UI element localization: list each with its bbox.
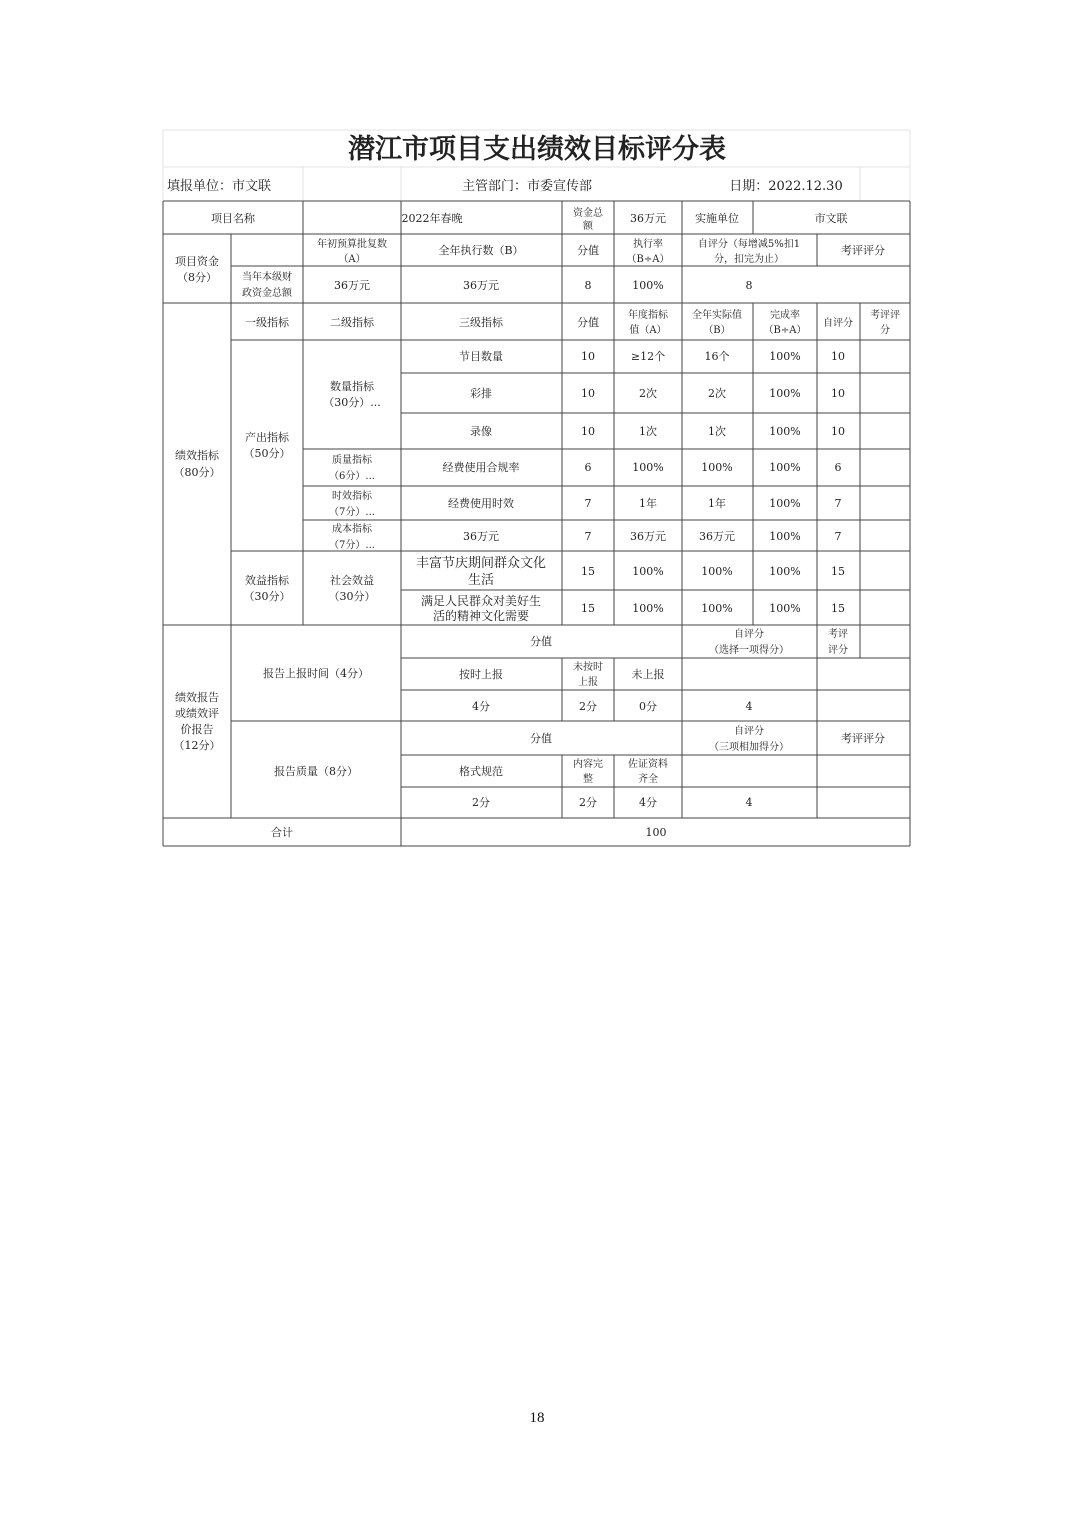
report-evidence-2: 齐全 [638, 774, 658, 785]
dept-label: 主管部门：市委宣传部 [461, 179, 593, 194]
quality-label-2: （6分）... [329, 471, 375, 482]
funds-self-header: 自评分（每增减5%扣1 [697, 239, 801, 250]
exec-header: 全年执行数（B） [438, 244, 524, 257]
total-funds: 36万元 [630, 212, 666, 225]
fiscal-label-2: 政资金总额 [242, 288, 292, 299]
perf-level2-header: 二级指标 [330, 316, 374, 329]
report-time-label: 报告上报时间（4分） [263, 667, 369, 680]
benefit-label-2: （30分） [243, 590, 291, 603]
perf-row-done: 100% [769, 461, 801, 474]
rate-header: 执行率 [633, 239, 663, 250]
perf-row-2 [470, 424, 845, 438]
perf-row-target: ≥12个 [630, 350, 666, 363]
page-number: 18 [529, 1410, 545, 1426]
perf-target-header-2: 值（A） [629, 325, 667, 336]
social-label-2: （30分） [328, 590, 376, 603]
report-ontime-score: 4分 [472, 700, 490, 713]
exec-value: 36万元 [463, 279, 499, 292]
qty-label-2: （30分）... [323, 396, 381, 409]
perf-row-done: 100% [769, 602, 801, 615]
perf-row-done: 100% [769, 565, 801, 578]
perf-row-target: 100% [632, 602, 664, 615]
perf-row-name: 36万元 [463, 530, 499, 543]
perf-row-actual: 36万元 [699, 530, 735, 543]
report-none-score: 0分 [639, 700, 657, 713]
perf-row-name: 满足人民群众对美好生 [420, 594, 542, 608]
perf-row-actual: 100% [701, 602, 733, 615]
rate-value: 100% [632, 279, 664, 292]
funds-label-2: （8分） [177, 271, 217, 284]
perf-row-target: 36万元 [630, 530, 666, 543]
perf-row-0 [459, 349, 845, 363]
report-ontime: 按时上报 [459, 668, 503, 681]
perf-row-4 [448, 496, 842, 510]
report-content: 内容完 [573, 759, 603, 770]
perf-row-target: 1年 [639, 497, 657, 510]
perf-row-self: 15 [831, 602, 845, 615]
social-label: 社会效益 [330, 574, 374, 587]
rate-header-2: （B÷A） [626, 254, 670, 265]
perf-row-score: 10 [581, 387, 595, 400]
perf-row-actual: 100% [701, 461, 733, 474]
report-time-self-label: 自评分 [734, 629, 764, 640]
budget-header-2: （A） [338, 254, 366, 265]
funds-self-header-2: 分，扣完为止） [714, 254, 784, 265]
funds-score: 8 [584, 279, 592, 292]
perf-row-self: 6 [834, 461, 842, 474]
time-label-2: （7分）... [329, 507, 375, 518]
report-time-review-label-2: 评分 [828, 645, 848, 656]
perf-row-name: 经费使用合规率 [442, 461, 520, 474]
perf-row-actual: 1年 [708, 497, 726, 510]
report-format: 格式规范 [459, 765, 503, 778]
date-label: 日期：2022.12.30 [729, 179, 843, 194]
impl-unit: 市文联 [814, 212, 848, 225]
perf-row-target: 2次 [639, 387, 657, 400]
fill-unit-label: 填报单位：市文联 [167, 179, 272, 194]
page-title: 潜江市项目支出绩效目标评分表 [348, 134, 726, 165]
perf-row-7 [421, 593, 845, 623]
report-label-3: 价报告 [180, 723, 214, 736]
perf-row-3 [443, 460, 842, 474]
perf-row-name: 录像 [470, 425, 492, 438]
report-evidence-score: 4分 [639, 796, 657, 809]
report-label: 绩效报告 [175, 691, 219, 704]
perf-done-header: 完成率 [770, 310, 800, 321]
perf-row-self: 7 [834, 497, 842, 510]
report-late-2: 上报 [578, 677, 598, 688]
budget-value: 36万元 [334, 279, 370, 292]
perf-row-name: 丰富节庆期间群众文化 [415, 556, 547, 571]
total-label: 合计 [271, 826, 293, 839]
report-quality-score-label: 分值 [530, 732, 552, 745]
output-label: 产出指标 [245, 431, 289, 444]
impl-unit-label: 实施单位 [695, 212, 739, 225]
report-time-self: 4 [745, 700, 753, 713]
perf-done-header-2: （B÷A） [763, 325, 807, 336]
report-time-review-label: 考评 [828, 629, 848, 640]
perf-row-score: 15 [581, 602, 595, 615]
perf-row-6 [416, 555, 845, 588]
report-late-score: 2分 [579, 700, 597, 713]
qty-label: 数量指标 [330, 380, 374, 393]
perf-row-done: 100% [769, 497, 801, 510]
perf-label-2: （80分） [173, 466, 221, 479]
perf-row-actual: 2次 [708, 387, 726, 400]
perf-review-header-2: 分 [880, 325, 890, 336]
quality-label: 质量指标 [332, 455, 372, 466]
perf-row-target: 1次 [639, 425, 657, 438]
perf-row-name: 节目数量 [459, 350, 503, 363]
report-late: 未按时 [573, 662, 603, 673]
funds-review-header: 考评评分 [841, 244, 885, 257]
perf-row-done: 100% [769, 387, 801, 400]
output-label-2: （50分） [243, 447, 291, 460]
perf-actual-header-2: （B） [703, 325, 731, 336]
benefit-label: 效益指标 [245, 574, 289, 587]
perf-score-header: 分值 [577, 316, 599, 329]
perf-self-header: 自评分 [823, 318, 853, 329]
perf-row-score: 6 [584, 461, 592, 474]
perf-row-actual: 1次 [708, 425, 726, 438]
budget-header: 年初预算批复数 [317, 239, 387, 250]
report-content-score: 2分 [579, 796, 597, 809]
perf-target-header: 年度指标 [628, 310, 668, 321]
report-quality-self-label-2: （三项相加得分） [709, 742, 789, 753]
perf-level1-header: 一级指标 [245, 316, 289, 329]
perf-row-score: 7 [584, 497, 592, 510]
total-funds-label: 资金总 [573, 208, 603, 219]
time-label: 时效指标 [332, 491, 372, 502]
perf-level3-header: 三级指标 [459, 316, 503, 329]
report-time-score-label: 分值 [530, 635, 552, 648]
perf-row-1 [470, 386, 845, 400]
perf-row-self: 10 [831, 425, 845, 438]
report-format-score: 2分 [472, 796, 490, 809]
perf-row-done: 100% [769, 425, 801, 438]
report-label-4: （12分） [173, 739, 221, 752]
report-quality-label: 报告质量（8分） [274, 765, 358, 778]
perf-row-target: 100% [632, 565, 664, 578]
perf-row-target: 100% [632, 461, 664, 474]
perf-row-self: 7 [834, 530, 842, 543]
funds-self: 8 [745, 279, 753, 292]
perf-row-score: 7 [584, 530, 592, 543]
total-value: 100 [645, 826, 667, 839]
report-label-2: 或绩效评 [175, 707, 219, 720]
report-quality-self-label: 自评分 [734, 726, 764, 737]
perf-actual-header: 全年实际值 [692, 310, 742, 321]
cost-label: 成本指标 [332, 524, 372, 535]
perf-row-score: 10 [581, 425, 595, 438]
report-quality-review-label: 考评评分 [841, 732, 885, 745]
perf-row-self: 15 [831, 565, 845, 578]
perf-row-actual: 100% [701, 565, 733, 578]
report-content-2: 整 [583, 774, 593, 785]
project-name-label: 项目名称 [211, 212, 255, 225]
perf-row-score: 10 [581, 350, 595, 363]
project-name: 2022年春晚 [401, 212, 463, 225]
perf-row-name-2: 活的精神文化需要 [432, 609, 530, 623]
report-quality-self: 4 [745, 796, 753, 809]
perf-row-name-2: 生活 [467, 573, 495, 588]
score-header: 分值 [577, 244, 599, 257]
perf-row-done: 100% [769, 530, 801, 543]
report-evidence: 佐证资料 [628, 759, 668, 770]
perf-row-score: 15 [581, 565, 595, 578]
cost-label-2: （7分）... [329, 540, 375, 551]
total-funds-label-2: 额 [583, 221, 593, 232]
perf-row-actual: 16个 [704, 350, 730, 363]
perf-row-done: 100% [769, 350, 801, 363]
report-time-self-label-2: （选择一项得分） [709, 645, 789, 656]
perf-row-5 [463, 530, 842, 543]
perf-label: 绩效指标 [175, 449, 219, 462]
fiscal-label: 当年本级财 [242, 272, 292, 283]
perf-row-self: 10 [831, 387, 845, 400]
perf-row-name: 经费使用时效 [448, 497, 514, 510]
report-none: 未上报 [631, 668, 665, 681]
perf-review-header: 考评评 [870, 310, 900, 321]
funds-label: 项目资金 [175, 255, 219, 268]
perf-row-name: 彩排 [470, 387, 492, 400]
perf-row-self: 10 [831, 350, 845, 363]
